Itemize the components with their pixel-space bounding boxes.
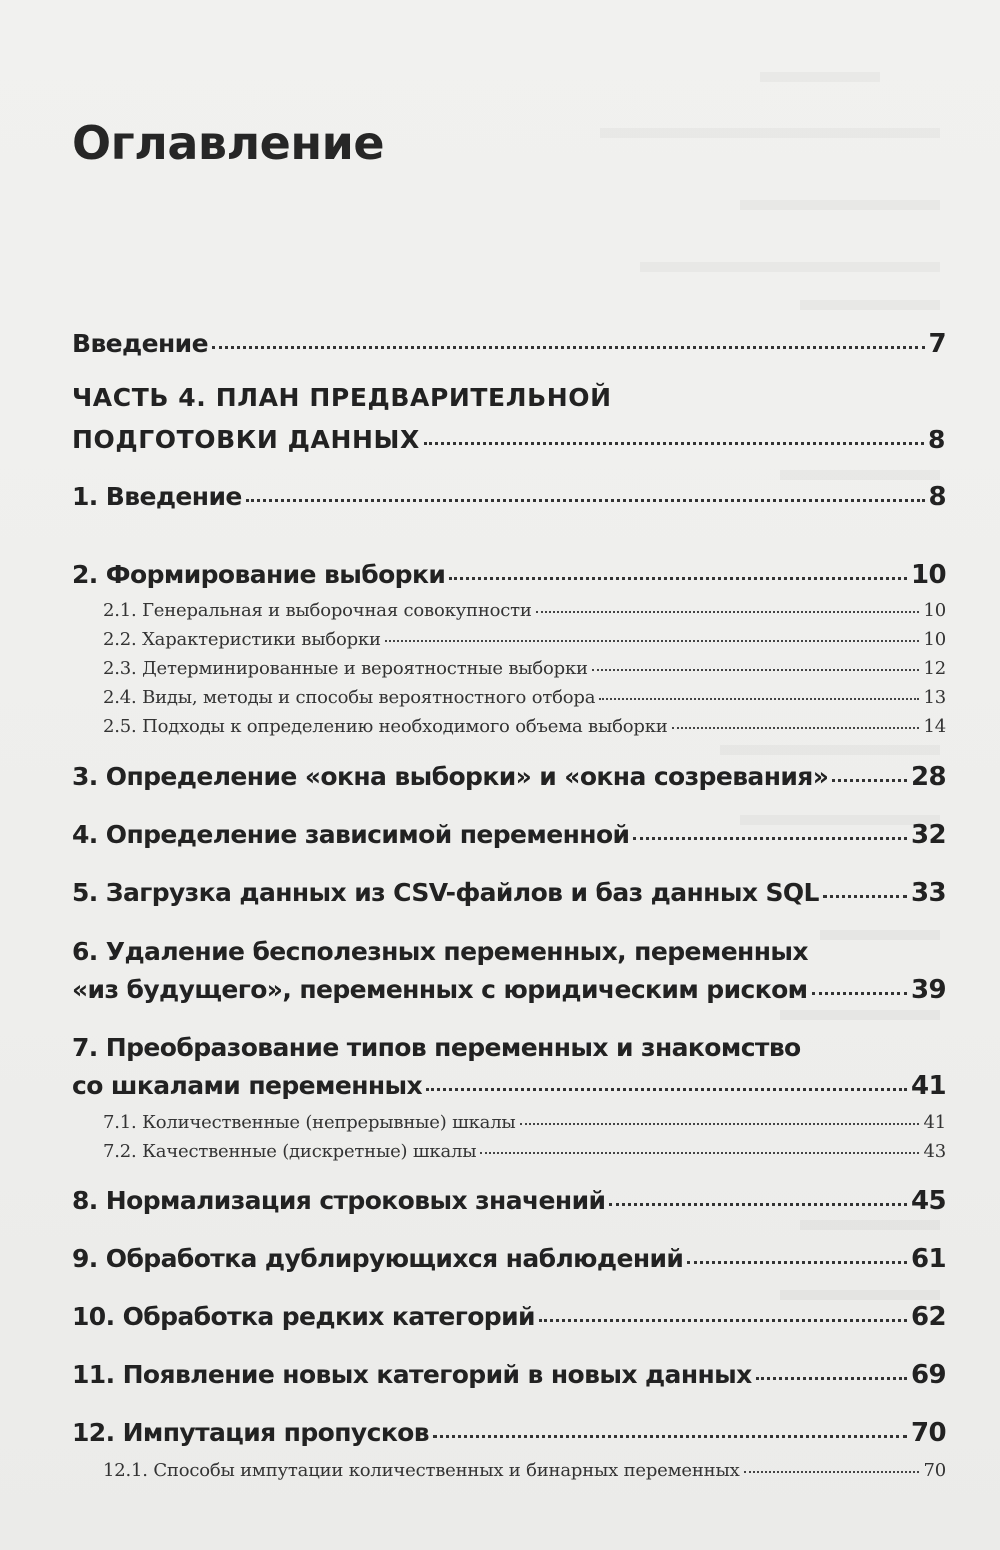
toc-entry-page: 8: [928, 425, 946, 454]
toc-entry-page: 32: [911, 820, 946, 850]
toc-entry-title: 2.5. Подходы к определению необходимого объема выборки: [103, 716, 668, 737]
dot-leader: [812, 992, 908, 995]
bleed-through: [800, 300, 940, 310]
toc-entry-title: ПОДГОТОВКИ ДАННЫХ: [72, 425, 420, 454]
toc-entry-title: 12.1. Способы импутации количественных и бинарных переменных: [103, 1460, 740, 1481]
toc-entry-page: 41: [911, 1071, 946, 1101]
toc-entry-section-2-3[interactable]: [103, 658, 946, 679]
toc-entry-page: 10: [923, 629, 946, 650]
toc-entry-page: 70: [923, 1460, 946, 1481]
page-title: Оглавление: [72, 116, 385, 170]
toc-entry-chapter-10[interactable]: [72, 1302, 946, 1332]
dot-leader: [480, 1152, 919, 1154]
toc-entry-title: 1. Введение: [72, 482, 242, 511]
toc-entry-section-2-1[interactable]: [103, 600, 946, 621]
toc-entry-chapter-2[interactable]: [72, 560, 946, 590]
toc-entry-title: 4. Определение зависимой переменной: [72, 820, 630, 849]
toc-entry-title: 2. Формирование выборки: [72, 560, 446, 589]
toc-entry-section-7-1[interactable]: [103, 1112, 946, 1133]
toc-entry-page: 61: [911, 1244, 946, 1274]
toc-entry-section-2-5[interactable]: [103, 716, 946, 737]
bleed-through: [800, 1220, 940, 1230]
dot-leader: [520, 1123, 920, 1125]
bleed-through: [740, 200, 940, 210]
dot-leader: [823, 895, 907, 898]
toc-entry-title: Введение: [72, 329, 208, 358]
dot-leader: [426, 1088, 907, 1091]
dot-leader: [536, 611, 920, 613]
dot-leader: [633, 837, 907, 840]
toc-entry-page: 43: [923, 1141, 946, 1162]
toc-entry-section-2-2[interactable]: [103, 629, 946, 650]
dot-leader: [433, 1435, 907, 1438]
dot-leader: [756, 1377, 907, 1380]
toc-entry-title: со шкалами переменных: [72, 1071, 423, 1100]
toc-entry-page: 8: [928, 482, 946, 512]
toc-entry-title: 2.4. Виды, методы и способы вероятностного отбора: [103, 687, 596, 708]
toc-entry-page: 12: [923, 658, 946, 679]
dot-leader: [539, 1319, 907, 1322]
bleed-through: [600, 128, 940, 138]
toc-entry-page: 33: [911, 878, 946, 908]
toc-entry-page: 45: [911, 1186, 946, 1216]
dot-leader: [599, 698, 919, 700]
toc-entry-title: 2.1. Генеральная и выборочная совокупности: [103, 600, 532, 621]
toc-entry-chapter-7[interactable]: [72, 1071, 946, 1101]
dot-leader: [744, 1471, 920, 1473]
toc-entry-chapter-5[interactable]: [72, 878, 946, 908]
toc-entry-section-12-1[interactable]: [103, 1460, 946, 1481]
bleed-through: [760, 72, 880, 82]
toc-entry-page: 10: [911, 560, 946, 590]
bleed-through: [780, 470, 940, 480]
toc-entry-page: 41: [923, 1112, 946, 1133]
toc-entry-title: 7.2. Качественные (дискретные) шкалы: [103, 1141, 477, 1162]
bleed-through: [780, 1290, 940, 1300]
toc-entry-title: 5. Загрузка данных из CSV-файлов и баз данных SQL: [72, 878, 819, 907]
toc-entry-part4[interactable]: [72, 425, 946, 454]
toc-entry-title: 10. Обработка редких категорий: [72, 1302, 535, 1331]
toc-entry-title: 11. Появление новых категорий в новых данных: [72, 1360, 752, 1389]
toc-entry-chapter-9[interactable]: [72, 1244, 946, 1274]
toc-entry-page: 69: [911, 1360, 946, 1390]
toc-entry-section-2-4[interactable]: [103, 687, 946, 708]
toc-entry-title: 12. Импутация пропусков: [72, 1418, 429, 1447]
toc-entry-title: 9. Обработка дублирующихся наблюдений: [72, 1244, 684, 1273]
toc-chapter-7-title-line1[interactable]: 7. Преобразование типов переменных и знакомство: [72, 1033, 801, 1062]
toc-entry-page: 62: [911, 1302, 946, 1332]
bleed-through: [640, 262, 940, 272]
bleed-through: [720, 745, 940, 755]
dot-leader: [246, 499, 925, 502]
bleed-through: [820, 930, 940, 940]
dot-leader: [449, 577, 907, 580]
dot-leader: [592, 669, 920, 671]
dot-leader: [687, 1261, 907, 1264]
toc-entry-page: 13: [923, 687, 946, 708]
dot-leader: [672, 727, 920, 729]
toc-entry-page: 7: [928, 329, 946, 359]
toc-entry-title: 8. Нормализация строковых значений: [72, 1186, 606, 1215]
dot-leader: [212, 346, 925, 349]
toc-entry-title: 3. Определение «окна выборки» и «окна созревания»: [72, 762, 829, 791]
toc-entry-title: 2.2. Характеристики выборки: [103, 629, 381, 650]
toc-entry-page: 14: [923, 716, 946, 737]
toc-entry-chapter-1[interactable]: [72, 482, 946, 512]
toc-entry-title: «из будущего», переменных с юридическим риском: [72, 975, 808, 1004]
dot-leader: [424, 442, 924, 445]
dot-leader: [385, 640, 920, 642]
toc-entry-section-7-2[interactable]: [103, 1141, 946, 1162]
toc-part-title-line1[interactable]: ЧАСТЬ 4. ПЛАН ПРЕДВАРИТЕЛЬНОЙ: [72, 383, 612, 412]
toc-entry-chapter-4[interactable]: [72, 820, 946, 850]
toc-entry-page: 39: [911, 975, 946, 1005]
toc-entry-page: 70: [911, 1418, 946, 1448]
toc-entry-chapter-6[interactable]: [72, 975, 946, 1005]
toc-entry-page: 10: [923, 600, 946, 621]
toc-entry-page: 28: [911, 762, 946, 792]
toc-entry-chapter-11[interactable]: [72, 1360, 946, 1390]
toc-entry-chapter-3[interactable]: [72, 762, 946, 792]
dot-leader: [832, 779, 907, 782]
toc-entry-title: 2.3. Детерминированные и вероятностные выборки: [103, 658, 588, 679]
toc-entry-title: 7.1. Количественные (непрерывные) шкалы: [103, 1112, 516, 1133]
bleed-through: [780, 1010, 940, 1020]
toc-entry-chapter-12[interactable]: [72, 1418, 946, 1448]
toc-chapter-6-title-line1[interactable]: 6. Удаление бесполезных переменных, переменных: [72, 937, 808, 966]
toc-entry-chapter-8[interactable]: [72, 1186, 946, 1216]
dot-leader: [609, 1203, 907, 1206]
toc-entry-introduction[interactable]: [72, 329, 946, 359]
